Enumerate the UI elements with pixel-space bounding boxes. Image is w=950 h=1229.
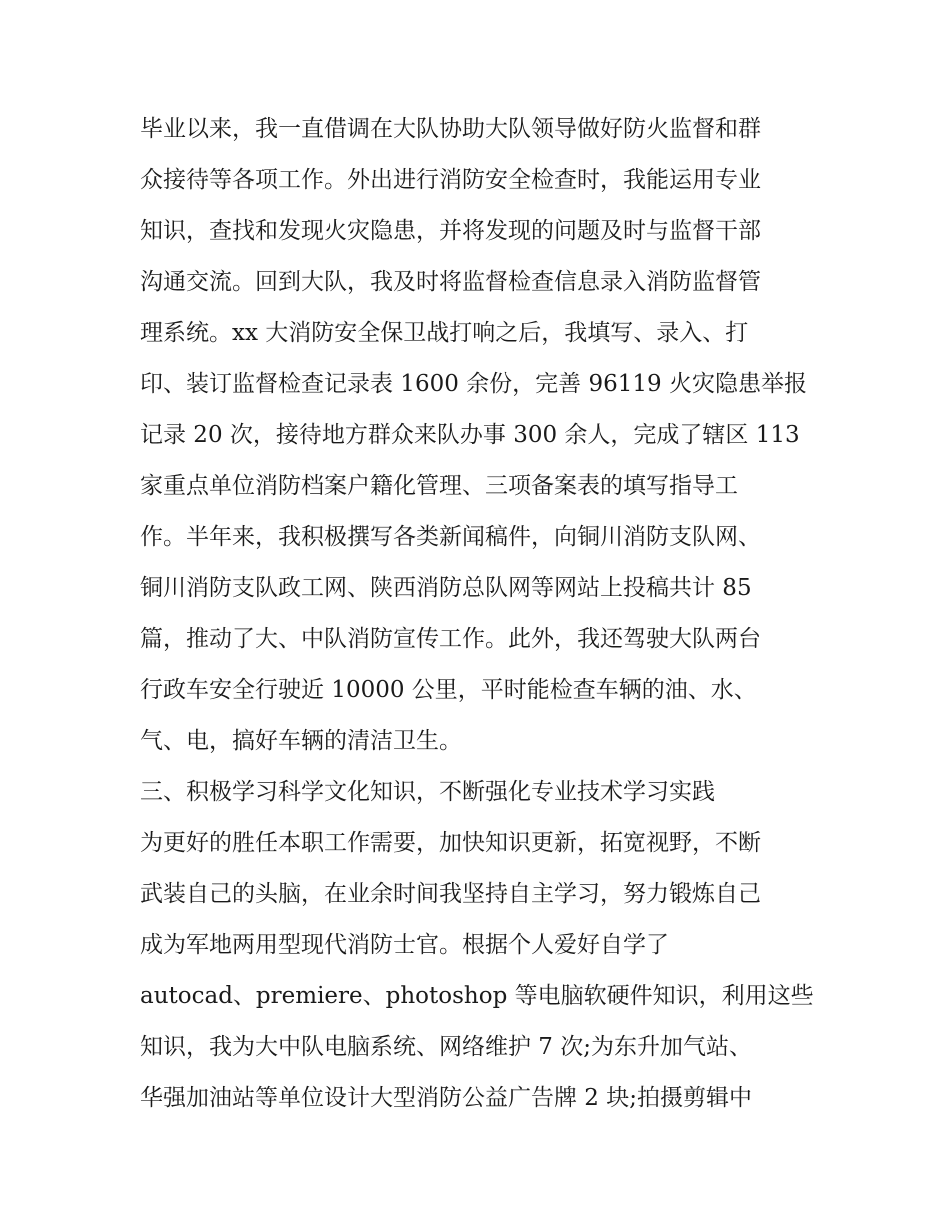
text-line: 华强加油站等单位设计大型消防公益广告牌 2 块;拍摄剪辑中 <box>140 1085 753 1111</box>
text-line: 记录 20 次，接待地方群众来队办事 300 余人，完成了辖区 113 <box>140 422 800 448</box>
section-heading: 三、积极学习科学文化知识，不断强化专业技术学习实践 <box>140 779 715 805</box>
text-line: 印、装订监督检查记录表 1600 余份，完善 96119 火灾隐患举报 <box>140 371 807 397</box>
body-text <box>140 104 820 1124</box>
text-line: 沟通交流。回到大队，我及时将监督检查信息录入消防监督管 <box>140 269 761 295</box>
text-line: 知识，查找和发现火灾隐患，并将发现的问题及时与监督干部 <box>140 218 761 244</box>
text-line: 理系统。xx 大消防安全保卫战打响之后，我填写、录入、打 <box>140 320 749 346</box>
text-line: 作。半年来，我积极撰写各类新闻稿件，向铜川消防支队网、 <box>140 524 761 550</box>
text-line: 武装自己的头脑，在业余时间我坚持自主学习，努力锻炼自己 <box>140 881 761 907</box>
text-line: 篇，推动了大、中队消防宣传工作。此外，我还驾驶大队两台 <box>140 626 761 652</box>
text-line: autocad、premiere、photoshop 等电脑软硬件知识，利用这些 <box>140 983 814 1009</box>
text-line: 知识，我为大中队电脑系统、网络维护 7 次;为东升加气站、 <box>140 1034 753 1060</box>
text-line: 铜川消防支队政工网、陕西消防总队网等网站上投稿共计 85 <box>140 575 752 601</box>
text-line: 为更好的胜任本职工作需要，加快知识更新，拓宽视野，不断 <box>140 830 761 856</box>
text-line: 行政车安全行驶近 10000 公里，平时能检查车辆的油、水、 <box>140 677 757 703</box>
text-line: 气、电，搞好车辆的清洁卫生。 <box>140 728 462 754</box>
text-line: 成为军地两用型现代消防士官。根据个人爱好自学了 <box>140 932 669 958</box>
text-line: 众接待等各项工作。外出进行消防安全检查时，我能运用专业 <box>140 167 761 193</box>
text-line: 毕业以来，我一直借调在大队协助大队领导做好防火监督和群 <box>140 116 761 142</box>
text-line: 家重点单位消防档案户籍化管理、三项备案表的填写指导工 <box>140 473 738 499</box>
